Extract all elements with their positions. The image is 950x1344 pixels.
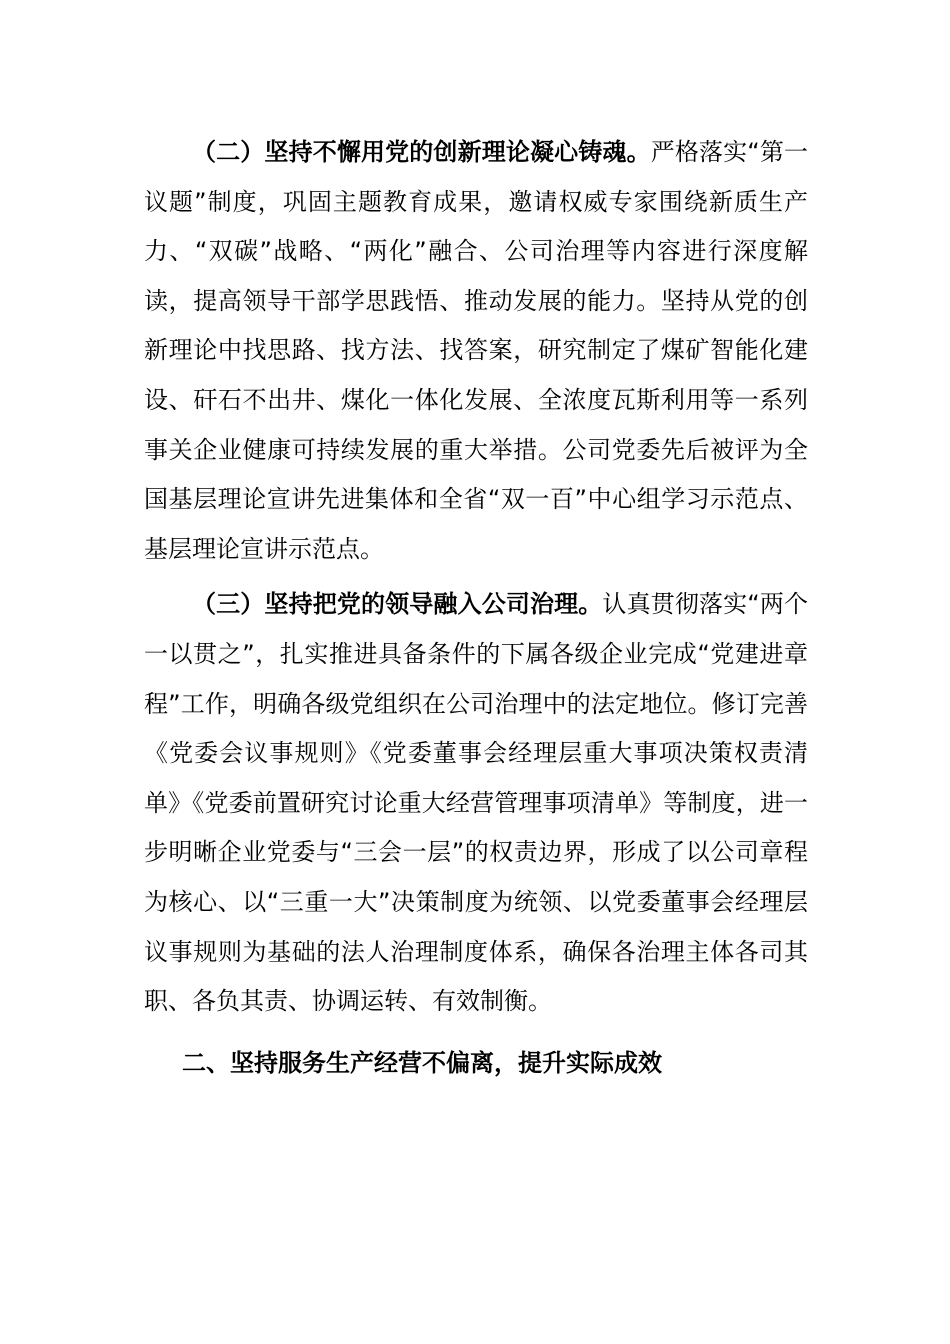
section-heading: 二、坚持服务生产经营不偏离，提升实际成效 <box>182 1048 662 1077</box>
paragraph-two-lead: （二）坚持不懈用党的创新理论凝心铸魂。 <box>192 138 651 166</box>
paragraph-two <box>144 128 808 574</box>
paragraph-three <box>144 580 808 1026</box>
document-body <box>144 128 808 1088</box>
paragraph-three-lead: （三）坚持把党的领导融入公司治理。 <box>192 590 603 619</box>
paragraph-two-body: 严格落实“第一议题”制度，巩固主题教育成果，邀请权威专家围绕新质生产力、“双碳”战略、“两化”融合、公司治理等内容进行深度解读，提高领导干部学思践悟、推动发展的能力。坚持从党的创新理论中找思路、找方法、找答案，研究制定了煤矿智能化建设、矸石不出井、煤化一体化发展、全浓度瓦斯利用等一系列事关企业健康可持续发展的重大举措。公司党委先后被评为全国基层理论宣讲先进集体和全省“双一百”中心组学习示范点、基层理论宣讲示范点。 <box>144 138 809 563</box>
paragraph-three-body: 认真贯彻落实“两个一以贯之”，扎实推进具备条件的下属各级企业完成“党建进章程”工作，明确各级党组织在公司治理中的法定地位。修订完善《党委会议事规则》《党委董事会经理层重大事项决策权责清单》《党委前置研究讨论重大经营管理事项清单》等制度，进一步明晰企业党委与“三会一层”的权责边界，形成了以公司章程为核心、以“三重一大”决策制度为统领、以党委董事会经理层议事规则为基础的法人治理制度体系，确保各治理主体各司其职、各负其责、协调运转、有效制衡。 <box>144 590 808 1016</box>
